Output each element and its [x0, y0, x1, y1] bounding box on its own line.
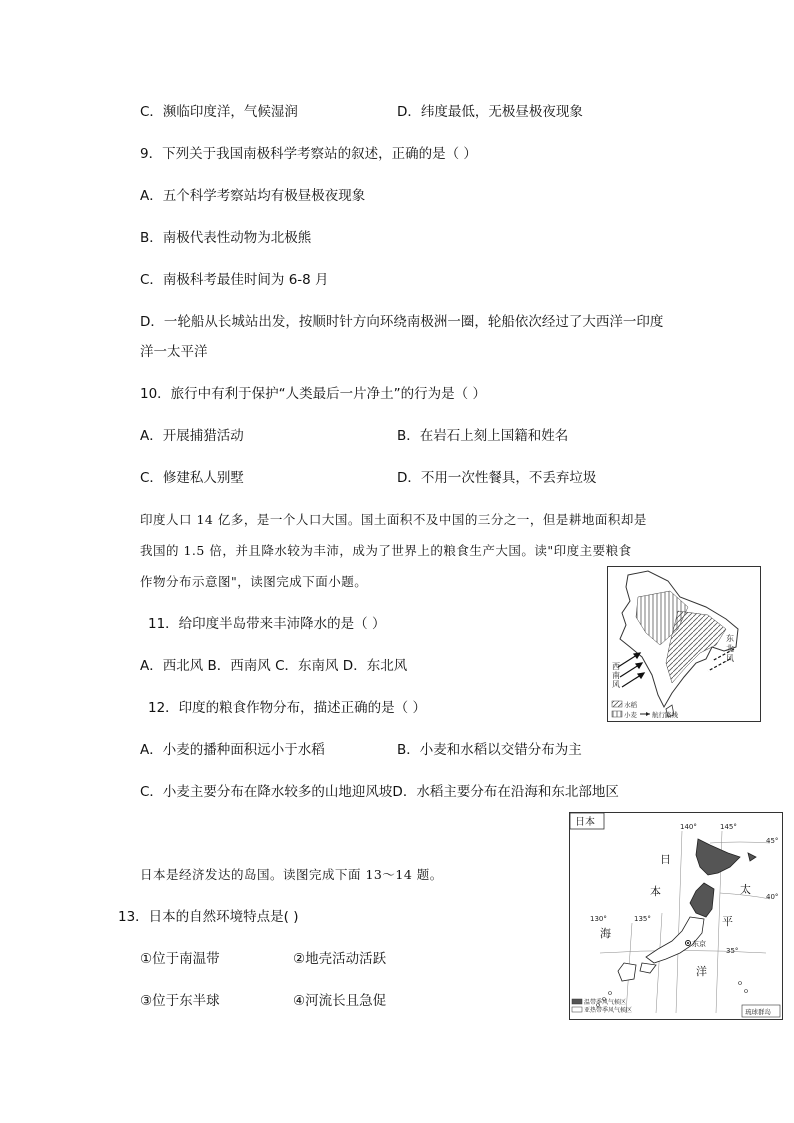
lon-140: 140°	[680, 823, 697, 831]
q12-option-b: B．小麦和水稻以交错分布为主	[397, 742, 582, 758]
sw-wind-char-2: 南	[612, 671, 620, 680]
sea-char-ri: 日	[660, 853, 671, 866]
q13-option-3: ③位于东半球	[140, 993, 220, 1009]
q9-stem: 9．下列关于我国南极科学考察站的叙述，正确的是（ ）	[140, 146, 477, 162]
q13-option-2: ②地壳活动活跃	[293, 951, 387, 967]
ne-wind-char-1: 东	[726, 634, 734, 643]
q13-option-1: ①位于南温带	[140, 951, 220, 967]
q13-option-4: ④河流长且急促	[293, 993, 387, 1009]
q9-option-b: B．南极代表性动物为北极熊	[140, 230, 312, 246]
india-crop-map	[607, 566, 761, 722]
japan-climate-map	[569, 812, 783, 1020]
legend-temperate: 温带季风气候区	[584, 999, 627, 1006]
graticule	[600, 831, 770, 1013]
city-label: 东京	[692, 940, 706, 948]
q10-option-d: D．不用一次性餐具，不丢弃垃圾	[397, 470, 597, 486]
india-intro-line2: 我国的 1.5 倍，并且降水较为丰沛，成为了世界上的粮食生产大国。读"印度主要粮食	[140, 543, 632, 558]
q10-stem: 10．旅行中有利于保护“人类最后一片净土”的行为是（ ）	[140, 386, 486, 402]
india-intro-line1: 印度人口 14 亿多，是一个人口大国。国土面积不及中国的三分之一，但是耕地面积却是	[140, 512, 647, 527]
q9-option-d-line1: D．一轮船从长城站出发，按顺时针方向环绕南极洲一圈，轮船依次经过了大西洋一印度	[140, 314, 664, 330]
q8-option-d: D．纬度最低，无极昼极夜现象	[397, 104, 583, 120]
japan-map-legend	[572, 998, 632, 1014]
q12-option-a: A．小麦的播种面积远小于水稻	[140, 742, 325, 758]
sw-wind-char-1: 西	[612, 662, 620, 671]
ocean-char-tai: 太	[740, 883, 751, 896]
q10-option-a: A．开展捕猎活动	[140, 428, 244, 444]
lat-35: 35°	[726, 947, 739, 955]
lat-40: 40°	[766, 893, 779, 901]
lat-45: 45°	[766, 837, 779, 845]
legend-wheat: 小麦	[624, 711, 637, 719]
legend-rice: 水稻	[624, 701, 637, 709]
ne-wind-char-3: 风	[726, 654, 734, 663]
lon-145: 145°	[720, 823, 737, 831]
q12-option-cd: C．小麦主要分布在降水较多的山地迎风坡D．水稻主要分布在沿海和东北部地区	[140, 784, 619, 800]
india-intro-line3: 作物分布示意图"，读图完成下面小题。	[140, 574, 368, 589]
lon-130: 130°	[590, 915, 607, 923]
q9-option-d-line2: 洋一太平洋	[140, 344, 208, 360]
japan-islands	[618, 839, 756, 981]
lon-135: 135°	[634, 915, 651, 923]
q9-option-a: A．五个科学考察站均有极昼极夜现象	[140, 188, 366, 204]
legend-subtropical: 亚热带季风气候区	[584, 1007, 633, 1014]
sea-char-ben: 本	[650, 885, 661, 898]
q10-option-c: C．修建私人别墅	[140, 470, 244, 486]
southwest-wind-arrows	[618, 653, 644, 687]
q13-stem: 13．日本的自然环境特点是( )	[118, 909, 299, 925]
legend-route: 航行路线	[652, 711, 678, 719]
sea-char-hai: 海	[600, 927, 611, 940]
q9-option-c: C．南极科考最佳时间为 6-8 月	[140, 272, 329, 288]
q11-options: A．西北风 B．西南风 C．东南风 D．东北风	[140, 658, 408, 674]
ryukyu-label: 琉球群岛	[745, 1008, 771, 1016]
ocean-char-ping: 平	[722, 915, 733, 928]
q12-stem: 12．印度的粮食作物分布，描述正确的是（ ）	[148, 700, 426, 716]
q11-stem: 11．给印度半岛带来丰沛降水的是（ ）	[148, 616, 386, 632]
ne-wind-char-2: 北	[726, 644, 734, 653]
q8-option-c: C．濒临印度洋，气候湿润	[140, 104, 298, 120]
japan-intro: 日本是经济发达的岛国。读图完成下面 13～14 题。	[140, 867, 443, 882]
sw-wind-char-3: 风	[612, 680, 620, 689]
japan-map-title: 日本	[575, 817, 595, 828]
ocean-char-yang: 洋	[696, 965, 707, 978]
q10-option-b: B．在岩石上刻上国籍和姓名	[397, 428, 569, 444]
